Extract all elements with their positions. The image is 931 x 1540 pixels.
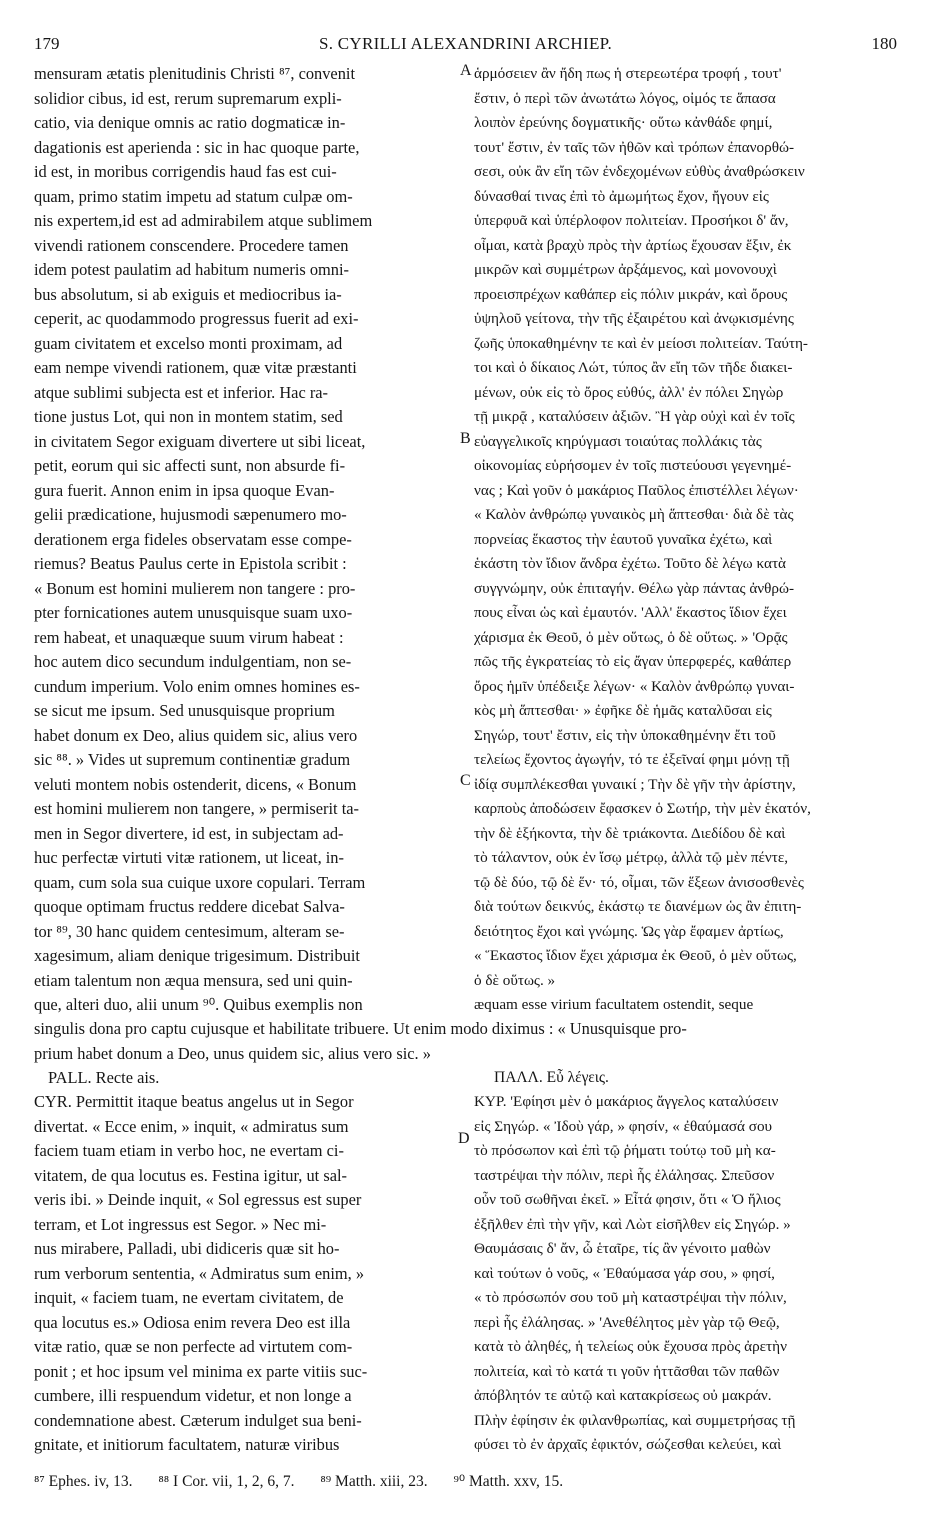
greek-text-line: τὸ πρόσωπον καὶ ἐπὶ τῷ ῥήματι τούτῳ τοῦ μὴ κα- (474, 1142, 776, 1159)
latin-text-line: eam nempe vivendi rationem, quæ vitæ præstanti (34, 358, 357, 377)
greek-text-line: προεισπρέχων καθάπερ εἰς πόλιν μικράν, καὶ ὄρους (474, 285, 788, 303)
latin-text-line: idem potest paulatim ad habitum numeris omni- (34, 260, 350, 279)
greek-text-line: ταστρέψαι τὴν πόλιν, περὶ ἧς ἐλάλησας. Σπεῦσον (474, 1166, 775, 1184)
latin-column-bottom (34, 1090, 456, 1458)
latin-text-line: cundum imperium. Volo enim omnes homines es- (34, 676, 360, 696)
page-number-left: 179 (34, 34, 60, 53)
latin-text-line: inquit, « faciem tuam, ne evertam civitatem, de (34, 1288, 344, 1307)
latin-text-line: condemnatione abest. Cæterum indulget sua beni- (34, 1410, 362, 1430)
latin-text-line: hoc autem dico secundum indulgentiam, non se- (34, 652, 352, 671)
latin-text-line: huc perfectæ virtuti vitæ rationem, ut liceat, in- (34, 848, 344, 867)
greek-text-line: τοι καὶ ὁ δίκαιος Λώτ, τύπος ἂν εἴη τῶν τῆδε διακει- (474, 359, 793, 376)
latin-text-line: nus mirabere, Palladi, ubi didiceris quæ sit ho- (34, 1239, 340, 1258)
latin-text-line: que, alteri duo, alii unum ⁹⁰. Quibus exemplis non (34, 995, 363, 1014)
latin-text-line: men in Segor divertere, id est, in subjectam ad- (34, 823, 344, 843)
greek-text-line: κὸς μὴ ἅπτεσθαι· » ἐφῆκε δὲ ἡμᾶς καταλῦσαι εἰς (474, 702, 772, 719)
greek-text-line: μικρῶν καὶ συμμέτρων ἀρξάμενος, καὶ μονονουχὶ (474, 261, 777, 278)
greek-text-line: ὑψηλοῦ γείτονα, τὴν τῆς ἐξαιρέτου καὶ ἀνῳκισμένης (474, 310, 794, 327)
latin-text-line: CYR. Permittit itaque beatus angelus ut in Segor (34, 1092, 354, 1111)
greek-text-line: καρποὺς ἀποδώσειν ἔφασκεν ὁ Σωτήρ, τὴν μὲν ἑκατόν, (474, 800, 811, 817)
greek-text-line: περὶ ἧς ἐλάλησας. » 'Ανεθέλητος μὲν γὰρ τῷ Θεῷ, (474, 1313, 780, 1331)
greek-text-line: Πλὴν ἐφίησιν ἐκ φιλανθρωπίας, καὶ συμμετρήσας τῇ (474, 1411, 796, 1429)
greek-text-line: τῇ μικρᾷ , καταλύσειν ἀξιῶν. Ἢ γὰρ οὐχὶ καὶ ἐν τοῖς (474, 408, 795, 425)
footnote-87: ⁸⁷ Ephes. iv, 13. (34, 1473, 133, 1490)
greek-text-line: νας ; Καὶ γοῦν ὁ μακάριος Παῦλος ἐπιστέλλει λέγων· (474, 481, 799, 499)
latin-text-line: rem habeat, et unaquæque suum virum habeat : (34, 627, 344, 647)
greek-text-line: ἔστιν, ὁ περὶ τῶν ἀνωτάτω λόγος, οἰμός τε ἅπασα (474, 89, 776, 107)
latin-text-line: veris ibi. » Deinde inquit, « Sol egressus est super (34, 1190, 362, 1209)
latin-speaker-line (34, 1066, 456, 1091)
footnote-90: ⁹⁰ Matth. xxv, 15. (453, 1473, 564, 1490)
greek-text-line: φύσει τὸ ἐν ἀρχαῖς ἐφικτόν, σώζεσθαι κελεύει, καὶ (474, 1436, 782, 1453)
latin-text-line: gelii prædicatione, hujusmodi sæpenumero mo- (34, 505, 347, 524)
latin-text-line: quam, cum sola sua cuique uxore copulari. Terram (34, 872, 366, 892)
latin-text-line: id est, in moribus corrigendis haud fas est cui- (34, 162, 337, 181)
greek-text-line: « Ἕκαστος ἴδιον ἔχει χάρισμα ἐκ Θεοῦ, ὁ μὲν οὕτως, (474, 947, 797, 964)
margin-letter-b: B (460, 430, 471, 447)
greek-text-line: ἀπόβλητόν τε αὐτῷ καὶ κατακρίσεως οὐ μακράν. (474, 1387, 772, 1404)
greek-text-line: τὴν δὲ ἑξήκοντα, τὴν δὲ τριάκοντα. Διεδίδου δὲ καὶ (474, 824, 786, 842)
latin-text-line: bus absolutum, si ab exiguis et mediocribus ia- (34, 284, 342, 304)
latin-text-line: prium habet donum a Deo, unus quidem sic, alius vero sic. » (34, 1043, 431, 1063)
greek-text-line: οἶμαι, κατὰ βραχὺ πρὸς τὴν ἀρτίως ἔχουσαν ἕξιν, ἐκ (474, 236, 792, 254)
greek-text-line: μένων, οὐκ εἰς τὸ ὄρος εὐθύς, ἀλλ' ἐν πόλει Σηγὼρ (474, 383, 784, 401)
latin-text-line: etiam talentum non æqua mensura, sed uni quin- (34, 970, 353, 990)
latin-text-line: ceperit, ac quodammodo progressus fuerit ad exi- (34, 309, 359, 328)
greek-text-line: διὰ τούτων δεικνύς, ἑκάστῳ τε διανέμων ὡς ἂν ἐπιτη- (474, 898, 802, 915)
running-header (34, 30, 897, 58)
greek-speaker-line (474, 1066, 898, 1091)
greek-text-line: Σηγώρ, τουτ' ἔστιν, εἰς τὴν ὑποκαθημένην ἔτι τοῦ (474, 726, 776, 744)
greek-text-line: « τὸ πρόσωπόν σου τοῦ μὴ καταστρέψαι τὴν πόλιν, (474, 1289, 787, 1306)
greek-text-line: πολιτεία, καὶ τὸ κατά τι γοῦν ἡττᾶσθαι τῶν παθῶν (474, 1362, 780, 1380)
margin-letter-a: A (460, 62, 472, 79)
latin-text-line: in civitatem Segor exiguam divertere ut sibi liceat, (34, 431, 366, 451)
greek-text-line: ὑπερφυᾶ καὶ ὑπέρλοφον πολιτείαν. Προσήκοι δ' ἄν, (474, 212, 789, 229)
latin-text-line: terram, et Lot ingressus est Segor. » Nec mi- (34, 1214, 327, 1234)
greek-text-line: ἐξῆλθεν ἐπὶ τὴν γῆν, καὶ Λὼτ εἰσῆλθεν εἰς Σηγώρ. » (474, 1215, 791, 1233)
latin-text-line: « Bonum est homini mulierem non tangere : pro- (34, 578, 356, 598)
latin-text-line: tione justus Lot, qui non in montem statim, sed (34, 407, 343, 426)
footnote-88: ⁸⁸ I Cor. vii, 1, 2, 6, 7. (158, 1473, 295, 1490)
latin-text-line: habet donum ex Deo, alius quidem sic, alius vero (34, 725, 358, 745)
greek-text-line: πῶς τῆς ἐγκρατείας τὸ εἰς ἄγαν ὑπερφερές, καθάπερ (474, 653, 792, 670)
speaker-pall-greek: ΠΑΛΛ. Εὖ λέγεις. (494, 1069, 609, 1086)
latin-text-line: mensuram ætatis plenitudinis Christi ⁸⁷, convenit (34, 64, 356, 83)
latin-text-line: vitatem, de qua locutus es. Festina igitur, ut sal- (34, 1165, 347, 1185)
greek-text-line: « Καλὸν ἀνθρώπῳ γυναικὸς μὴ ἅπτεσθαι· διὰ δὲ τὰς (474, 506, 794, 523)
greek-text-line: ἰδίᾳ συμπλέκεσθαι γυναικί ; Τὴν δὲ γῆν τὴν ἀρίστην, (474, 775, 796, 793)
latin-text-line: qua locutus es.» Odiosa enim revera Deo est illa (34, 1312, 351, 1332)
latin-text-line: veluti montem nobis ostenderit, dicens, « Bonum (34, 774, 357, 794)
greek-text-line: κατὰ τὸ ἀληθές, ἡ τελείως οὐκ ἔχουσα πρὸς ἀρετὴν (474, 1338, 787, 1355)
greek-column-bottom (474, 1090, 898, 1458)
greek-text-line: εἰς Σηγώρ. « Ἰδοὺ γάρ, » φησίν, « ἐθαύμασά σου (474, 1117, 773, 1135)
page-number-right: 180 (871, 34, 897, 53)
greek-text-line: σεσι, οὐκ ἂν εἴη τῶν ἐνδεχομένων εὐθὺς ἀναθρώσκειν (474, 163, 805, 180)
latin-text-line: derationem erga fideles observatam esse compe- (34, 529, 352, 549)
margin-letter-d: D (458, 1130, 470, 1147)
greek-text-line: ζωῆς ὑποκαθημένην τε καὶ ἐν μείοσι πολιτείαν. Ταύτη- (474, 334, 808, 352)
greek-text-line: συγγνώμην, οὐκ ἐπιταγήν. Θέλω γὰρ πάντας ἀνθρώ- (474, 579, 795, 597)
latin-text-line: ponit ; et hoc ipsum vel minima ex parte vitiis suc- (34, 1361, 368, 1381)
latin-text-line: faciem tuam etiam in verbo hoc, ne evertam ci- (34, 1141, 344, 1160)
latin-text-line: pter fornicationes autem unusquisque suam uxo- (34, 603, 353, 622)
greek-text-line: æquam esse virium facultatem ostendit, seque (474, 996, 754, 1013)
latin-text-line: dagationis est aperienda : sic in hac quoque parte, (34, 137, 360, 157)
greek-text-line: πους εἶναι ὡς καὶ ἐμαυτόν. 'Αλλ' ἕκαστος ἴδιον ἔχει (474, 604, 787, 621)
greek-text-line: τουτ' ἔστιν, ἐν ταῖς τῶν ἠθῶν καὶ τρόπων ἐπανορθώ- (474, 138, 795, 156)
latin-text-line: divertat. « Ecce enim, » inquit, « admiratus sum (34, 1116, 349, 1136)
greek-text-line: δύνασθαί τινας ἐπὶ τὸ ἀμωμήτως ἔχον, ἤγουν εἰς (474, 187, 769, 205)
greek-text-line: εὐαγγελικοῖς κηρύγμασι τοιαύτας πολλάκις τὰς (474, 432, 762, 450)
latin-text-line: gura fuerit. Annon enim in ipsa quoque Evan- (34, 480, 335, 500)
latin-text-line: rum verborum sententia, « Admiratus sum enim, » (34, 1263, 365, 1283)
greek-text-line: τῷ δὲ δύο, τῷ δὲ ἕν· τό, οἶμαι, τῶν ἕξεων ἀνισοσθενὲς (474, 873, 804, 891)
latin-text-line: guam civitatem et excelso monti proximam, ad (34, 333, 343, 353)
latin-column-top (34, 62, 456, 1018)
latin-text-line: sic ⁸⁸. » Vides ut supremum continentiæ gradum (34, 750, 351, 769)
latin-text-line: nis expertem,id est ad admirabilem atque sublimem (34, 211, 373, 230)
footnote-89: ⁸⁹ Matth. xiii, 23. (320, 1473, 428, 1490)
latin-text-line: est homini mulierem non tangere, » permiserit ta- (34, 799, 359, 818)
greek-text-line: τελείως ἔχοντος ἀγωγήν, τό τε ἐξεῖναί φημι μόνῃ τῇ (474, 751, 790, 768)
latin-text-line: solidior cibus, id est, rerum supremarum expli- (34, 88, 342, 108)
latin-text-line: riemus? Beatus Paulus certe in Epistola scribit : (34, 554, 347, 573)
running-title: S. CYRILLI ALEXANDRINI ARCHIEP. (318, 34, 613, 53)
greek-text-line: τὸ τάλαντον, οὐκ ἐν ἴσῳ μέτρῳ, ἀλλὰ τῷ μὲν πέντε, (474, 849, 789, 866)
greek-text-line: ἁρμόσειεν ἂν ἤδη πως ἡ στερεωτέρα τροφή , τουτ' (474, 65, 782, 82)
greek-text-line: ἑκάστη τὸν ἴδιον ἄνδρα ἐχέτω. Τοῦτο δὲ λέγω κατὰ (474, 555, 787, 572)
latin-text-line: atque sublimi subjecta est et inferior. Hac ra- (34, 382, 329, 402)
margin-letter-c: C (460, 772, 471, 789)
latin-text-line: quoque optimam fructus reddere dicebat Salva- (34, 897, 345, 916)
latin-text-line: quam, primo statim impetu ad statum culpæ om- (34, 186, 353, 206)
latin-text-line: singulis dona pro captu cujusque et habilitate tribuere. Ut enim modo diximus : « Unusquisque pro- (34, 1019, 687, 1038)
greek-column-top (474, 62, 898, 1018)
greek-text-line: λοιπὸν ἐρεύνης δογματικῆς· οὕτω κἀνθάδε φημί, (474, 114, 773, 131)
latin-text-line: cumbere, illi respuendum videtur, et non longe a (34, 1386, 352, 1405)
greek-text-line: καὶ τούτων ὁ νοῦς, « Ἐθαύμασα γάρ σου, » φησί, (474, 1264, 775, 1282)
latin-full-width-text (34, 1017, 898, 1066)
greek-text-line: ΚΥΡ. 'Εφίησι μὲν ὁ μακάριος ἄγγελος καταλύσειν (474, 1093, 779, 1110)
latin-text-line: catio, via denique omnis ac ratio dogmaticæ in- (34, 113, 346, 132)
greek-text-line: ὄρος ἡμῖν ὑπέδειξε λέγων· « Καλὸν ἀνθρώπῳ γυναι- (474, 677, 795, 695)
latin-text-line: tor ⁸⁹, 30 hanc quidem centesimum, alteram se- (34, 921, 345, 941)
greek-text-line: Θαυμάσαις δ' ἄν, ὦ ἑταῖρε, τίς ἂν γένοιτο μαθὼν (474, 1240, 771, 1257)
latin-text-line: vitæ ratio, quæ se non perfecte ad virtutem com- (34, 1337, 353, 1356)
latin-text-line: gnitate, et initiorum facultatem, naturæ viribus (34, 1435, 340, 1454)
latin-text-line: xagesimum, aliam denique trigesimum. Distribuit (34, 946, 360, 965)
greek-text-line: χάρισμα ἐκ Θεοῦ, ὁ μὲν οὕτως, ὁ δὲ οὕτως. » 'Ορᾷς (474, 628, 788, 646)
latin-text-line: vivendi rationem conscendere. Procedere tamen (34, 235, 349, 255)
greek-text-line: οὖν τοῦ σωθῆναι ἐκεῖ. » Εἶτά φησιν, ὅτι « Ὁ ἥλιος (474, 1191, 781, 1208)
speaker-pall-latin: PALL. Recte ais. (48, 1068, 160, 1087)
latin-text-line: petit, eorum qui sic affecti sunt, non absurde fi- (34, 456, 346, 475)
greek-text-line: οἰκονομίας εὑρήσομεν ἐν τοῖς πιστεύουσι γεγενημέ- (474, 457, 792, 474)
greek-text-line: δειότητος ἔχοι καὶ γνώμης. Ὡς γὰρ ἔφαμεν ἀρτίως, (474, 922, 784, 940)
greek-text-line: ὁ δὲ οὕτως. » (474, 971, 556, 989)
footnotes (34, 1472, 897, 1491)
greek-text-line: πορνείας ἕκαστος τὴν ἑαυτοῦ γυναῖκα ἐχέτω, καὶ (474, 530, 773, 548)
latin-text-line: se sicut me ipsum. Sed unusquisque proprium (34, 701, 335, 720)
